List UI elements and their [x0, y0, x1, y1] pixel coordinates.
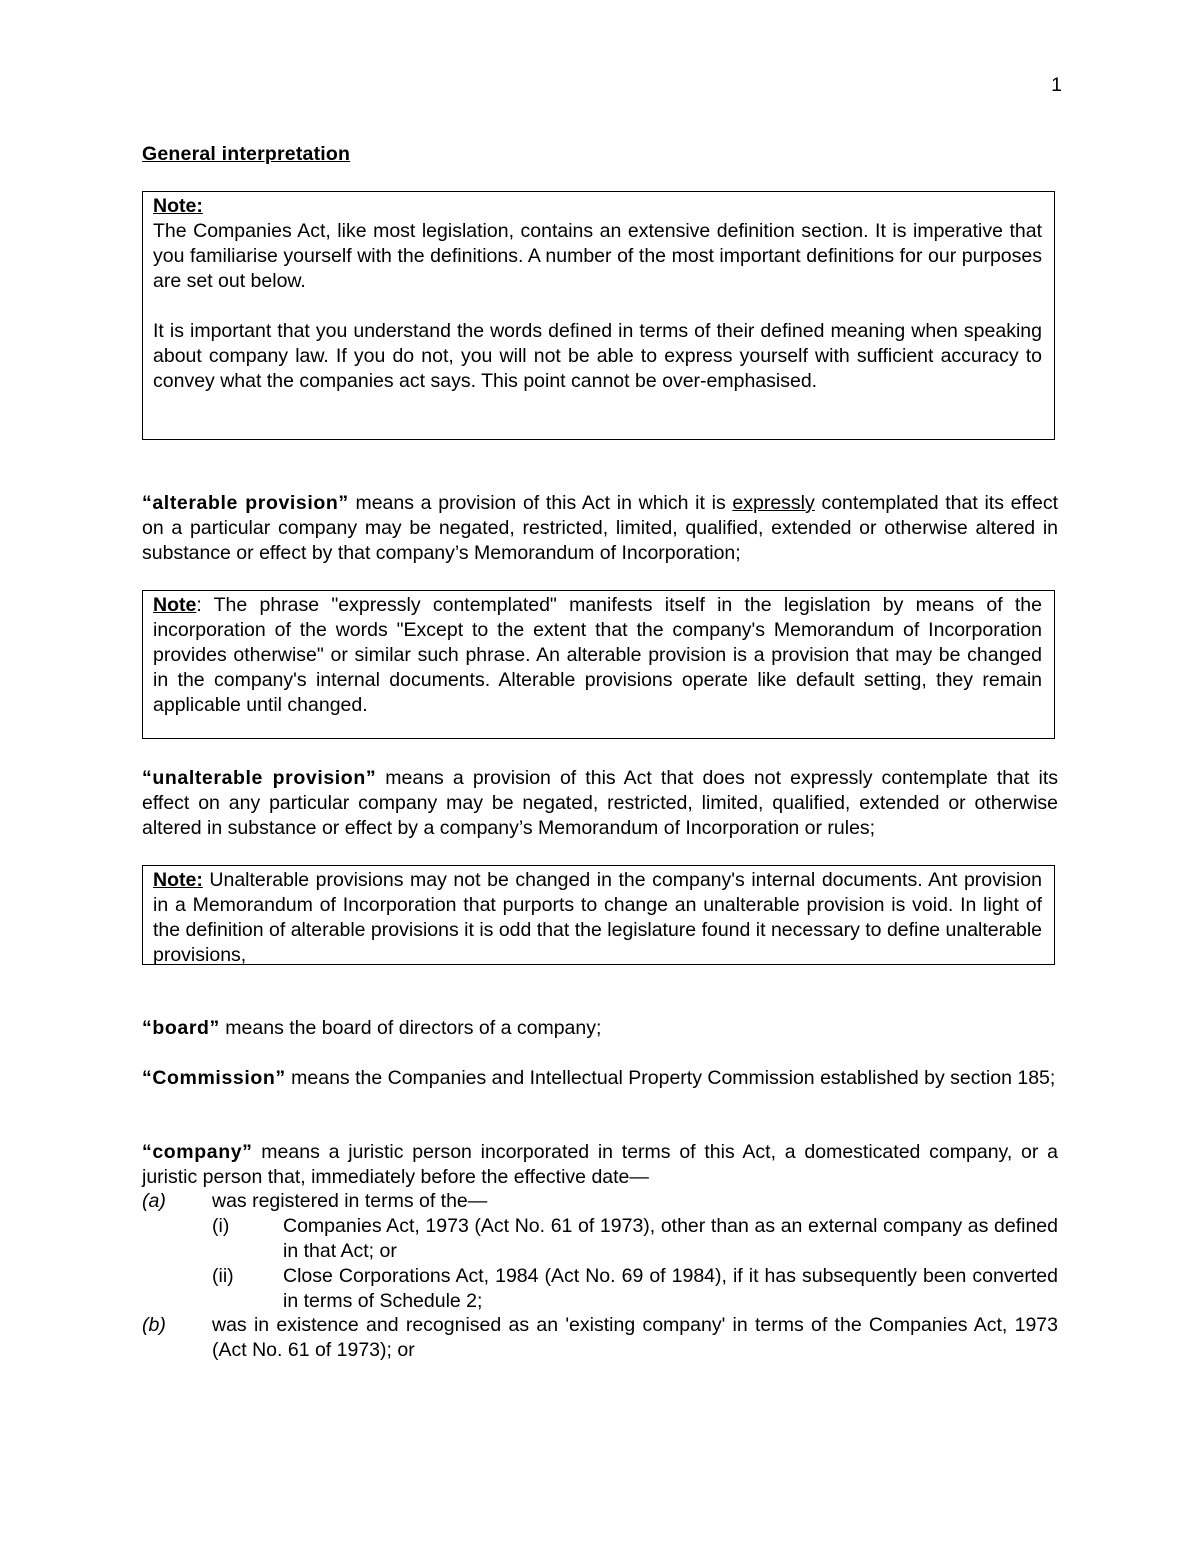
definition-commission [142, 1066, 1058, 1091]
intro-note-paragraph-2: It is important that you understand the words defined in terms of their defined meaning when speaking about company law. If you do not, you will not be able to express yourself with sufficient accuracy to convey what the companies act says. This point cannot be over-emphasised. [153, 320, 1042, 392]
list-marker-b: (b) [142, 1314, 166, 1336]
unalterable-note-label: Note: [153, 869, 203, 891]
definition-text: means the Companies and Intellectual Property Commission established by section 185; [285, 1067, 1056, 1089]
definition-alterable-provision [142, 491, 1058, 566]
term-company: “company” [142, 1141, 253, 1163]
intro-note-label: Note: [153, 195, 203, 217]
definition-board [142, 1016, 1058, 1041]
definition-unalterable-provision [142, 766, 1058, 841]
list-text-i: Companies Act, 1973 (Act No. 61 of 1973), other than as an external company as defined in that Act; or [283, 1215, 1058, 1262]
term-commission: “Commission” [142, 1067, 286, 1089]
list-text-b: was in existence and recognised as an 'existing company' in terms of the Companies Act, 1973 (Act No. 61 of 1973); or [212, 1314, 1058, 1361]
intro-note-paragraph-1: The Companies Act, like most legislation, contains an extensive definition section. It is imperative that you familiarise yourself with the definitions. A number of the most important definitions for our purposes are set out below. [153, 220, 1042, 292]
page-title: General interpretation [142, 143, 351, 165]
page-number: 1 [1051, 74, 1062, 96]
definition-text-part: contemplated that its effect on a particular company may be negated, restricted, limited, qualified, extended or otherwise altered in substance or effect by that company’s Memorandum of Incorporation; [142, 492, 1058, 564]
alterable-note-label: Note [153, 594, 197, 616]
list-marker-a: (a) [142, 1190, 166, 1212]
list-text-ii: Close Corporations Act, 1984 (Act No. 69 of 1984), if it has subsequently been converted in terms of Schedule 2; [283, 1265, 1058, 1312]
intro-note-box [142, 191, 1055, 440]
definition-text: means a juristic person incorporated in terms of this Act, a domesticated company, or a juristic person that, immediately before the effective date— [142, 1141, 1058, 1188]
underlined-word-expressly: expressly [732, 492, 815, 514]
term-board: “board” [142, 1017, 220, 1039]
definition-text: means a provision of this Act that does not expressly contemplate that its effect on any particular company may be negated, restricted, limited, qualified, extended or otherwise altered in substance or effect by a company’s Memorandum of Incorporation or rules; [142, 767, 1058, 839]
definition-company [142, 1140, 1058, 1190]
alterable-note-text: Note: The phrase "expressly contemplated" manifests itself in the legislation by means of the incorporation of the words "Except to the extent that the company's Memorandum of Incorporation provides otherwise" or similar such phrase. An alterable provision is a provision that may be changed in the company's internal documents. Alterable provisions operate like default setting, they remain applicable until changed. [153, 594, 1042, 716]
term-alterable-provision: “alterable provision” [142, 492, 349, 514]
list-marker-i: (i) [212, 1215, 230, 1237]
term-unalterable-provision: “unalterable provision” [142, 767, 377, 789]
list-text-a: was registered in terms of the— [212, 1190, 488, 1212]
unalterable-note-box [142, 865, 1055, 965]
unalterable-note-text: Note: Unalterable provisions may not be changed in the company's internal documents. Ant provision in a Memorandum of Incorporation that purports to change an unalterable provision is void. In light of the definition of alterable provisions it is odd that the legislature found it necessary to define unalterable provisions, [153, 869, 1042, 966]
definition-text: means the board of directors of a company; [219, 1017, 602, 1039]
definition-text-part: means a provision of this Act in which it is [348, 492, 733, 514]
list-marker-ii: (ii) [212, 1265, 234, 1287]
alterable-note-box [142, 590, 1055, 739]
